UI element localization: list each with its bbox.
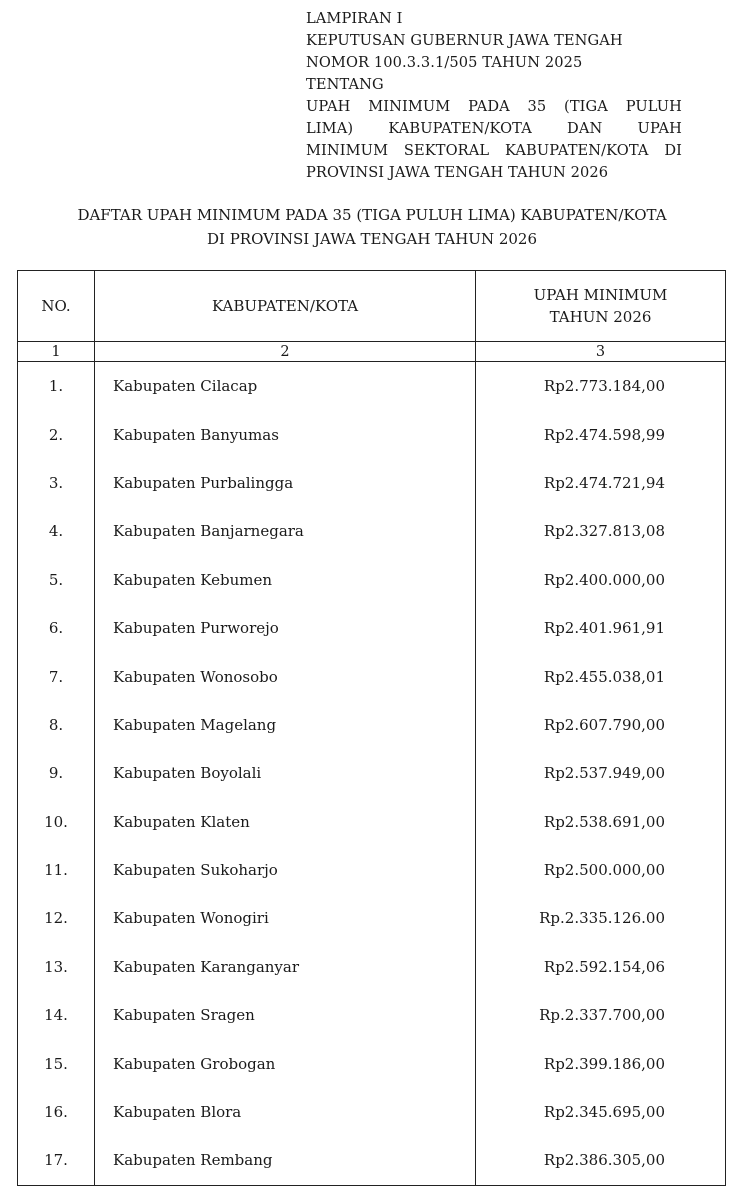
minimum-wage-value: Rp2.455.038,01 bbox=[476, 652, 726, 700]
row-number: 3. bbox=[18, 459, 95, 507]
minimum-wage-table bbox=[17, 270, 726, 1186]
table-row bbox=[18, 894, 726, 942]
row-number: 17. bbox=[18, 1136, 95, 1185]
regency-name: Kabupaten Magelang bbox=[95, 701, 476, 749]
minimum-wage-value: Rp2.474.721,94 bbox=[476, 459, 726, 507]
table-header-row bbox=[18, 271, 726, 342]
regency-name: Kabupaten Rembang bbox=[95, 1136, 476, 1185]
document-title-line: DAFTAR UPAH MINIMUM PADA 35 (TIGA PULUH LIMA) KABUPATEN/KOTA bbox=[77, 206, 667, 224]
row-number: 12. bbox=[18, 894, 95, 942]
minimum-wage-value: Rp2.474.598,99 bbox=[476, 410, 726, 458]
minimum-wage-value: Rp2.500.000,00 bbox=[476, 846, 726, 894]
minimum-wage-value: Rp.2.335.126.00 bbox=[476, 894, 726, 942]
header-regency-city: KABUPATEN/KOTA bbox=[95, 271, 476, 342]
row-number: 4. bbox=[18, 507, 95, 555]
regency-name: Kabupaten Purbalingga bbox=[95, 459, 476, 507]
table-row bbox=[18, 749, 726, 797]
header-minimum-wage bbox=[476, 271, 726, 342]
regency-name: Kabupaten Grobogan bbox=[95, 1039, 476, 1087]
row-number: 16. bbox=[18, 1088, 95, 1136]
regency-name: Kabupaten Wonosobo bbox=[95, 652, 476, 700]
minimum-wage-value: Rp2.345.695,00 bbox=[476, 1088, 726, 1136]
regency-name: Kabupaten Klaten bbox=[95, 798, 476, 846]
regency-name: Kabupaten Karanganyar bbox=[95, 943, 476, 991]
row-number: 10. bbox=[18, 798, 95, 846]
minimum-wage-value: Rp2.592.154,06 bbox=[476, 943, 726, 991]
about-line: UPAH MINIMUM PADA 35 (TIGA PULUH bbox=[306, 98, 682, 115]
table-row bbox=[18, 701, 726, 749]
minimum-wage-value: Rp2.538.691,00 bbox=[476, 798, 726, 846]
row-number: 9. bbox=[18, 749, 95, 797]
table-row bbox=[18, 798, 726, 846]
minimum-wage-value: Rp2.386.305,00 bbox=[476, 1136, 726, 1185]
regency-name: Kabupaten Kebumen bbox=[95, 556, 476, 604]
decree-title: KEPUTUSAN GUBERNUR JAWA TENGAH bbox=[306, 32, 623, 49]
row-number: 14. bbox=[18, 991, 95, 1039]
header-wage-line: TAHUN 2026 bbox=[549, 308, 652, 326]
table-row bbox=[18, 652, 726, 700]
header-wage-line: UPAH MINIMUM bbox=[533, 286, 668, 304]
table-body bbox=[18, 362, 726, 1186]
regency-name: Kabupaten Blora bbox=[95, 1088, 476, 1136]
regency-name: Kabupaten Banyumas bbox=[95, 410, 476, 458]
minimum-wage-value: Rp2.773.184,00 bbox=[476, 362, 726, 411]
table-row bbox=[18, 604, 726, 652]
decree-number: NOMOR 100.3.3.1/505 TAHUN 2025 bbox=[306, 54, 583, 71]
row-number: 5. bbox=[18, 556, 95, 604]
row-number: 13. bbox=[18, 943, 95, 991]
table-row bbox=[18, 507, 726, 555]
table-row bbox=[18, 1039, 726, 1087]
regency-name: Kabupaten Sukoharjo bbox=[95, 846, 476, 894]
row-number: 11. bbox=[18, 846, 95, 894]
column-number: 2 bbox=[95, 342, 476, 362]
table-row bbox=[18, 943, 726, 991]
document-title bbox=[0, 203, 744, 251]
row-number: 6. bbox=[18, 604, 95, 652]
minimum-wage-value: Rp2.607.790,00 bbox=[476, 701, 726, 749]
about-label: TENTANG bbox=[306, 76, 384, 93]
minimum-wage-value: Rp2.327.813,08 bbox=[476, 507, 726, 555]
header-no: NO. bbox=[18, 271, 95, 342]
table-row bbox=[18, 362, 726, 411]
minimum-wage-value: Rp2.401.961,91 bbox=[476, 604, 726, 652]
table-row bbox=[18, 410, 726, 458]
document-title-line: DI PROVINSI JAWA TENGAH TAHUN 2026 bbox=[206, 230, 538, 248]
table-row bbox=[18, 1136, 726, 1185]
attachment-header bbox=[306, 8, 682, 184]
about-line: MINIMUM SEKTORAL KABUPATEN/KOTA DI bbox=[306, 142, 682, 159]
table-row bbox=[18, 1088, 726, 1136]
row-number: 8. bbox=[18, 701, 95, 749]
table-row bbox=[18, 556, 726, 604]
column-number-row bbox=[18, 342, 726, 362]
minimum-wage-value: Rp2.400.000,00 bbox=[476, 556, 726, 604]
regency-name: Kabupaten Banjarnegara bbox=[95, 507, 476, 555]
row-number: 7. bbox=[18, 652, 95, 700]
minimum-wage-value: Rp2.537.949,00 bbox=[476, 749, 726, 797]
attachment-label: LAMPIRAN I bbox=[306, 10, 403, 27]
regency-name: Kabupaten Boyolali bbox=[95, 749, 476, 797]
regency-name: Kabupaten Sragen bbox=[95, 991, 476, 1039]
minimum-wage-value: Rp2.399.186,00 bbox=[476, 1039, 726, 1087]
row-number: 15. bbox=[18, 1039, 95, 1087]
regency-name: Kabupaten Purworejo bbox=[95, 604, 476, 652]
about-line: LIMA) KABUPATEN/KOTA DAN UPAH bbox=[306, 120, 682, 137]
regency-name: Kabupaten Wonogiri bbox=[95, 894, 476, 942]
row-number: 1. bbox=[18, 362, 95, 411]
minimum-wage-value: Rp.2.337.700,00 bbox=[476, 991, 726, 1039]
regency-name: Kabupaten Cilacap bbox=[95, 362, 476, 411]
table-row bbox=[18, 991, 726, 1039]
column-number: 1 bbox=[18, 342, 95, 362]
column-number: 3 bbox=[476, 342, 726, 362]
table-row bbox=[18, 846, 726, 894]
table-row bbox=[18, 459, 726, 507]
about-line: PROVINSI JAWA TENGAH TAHUN 2026 bbox=[306, 164, 609, 181]
row-number: 2. bbox=[18, 410, 95, 458]
